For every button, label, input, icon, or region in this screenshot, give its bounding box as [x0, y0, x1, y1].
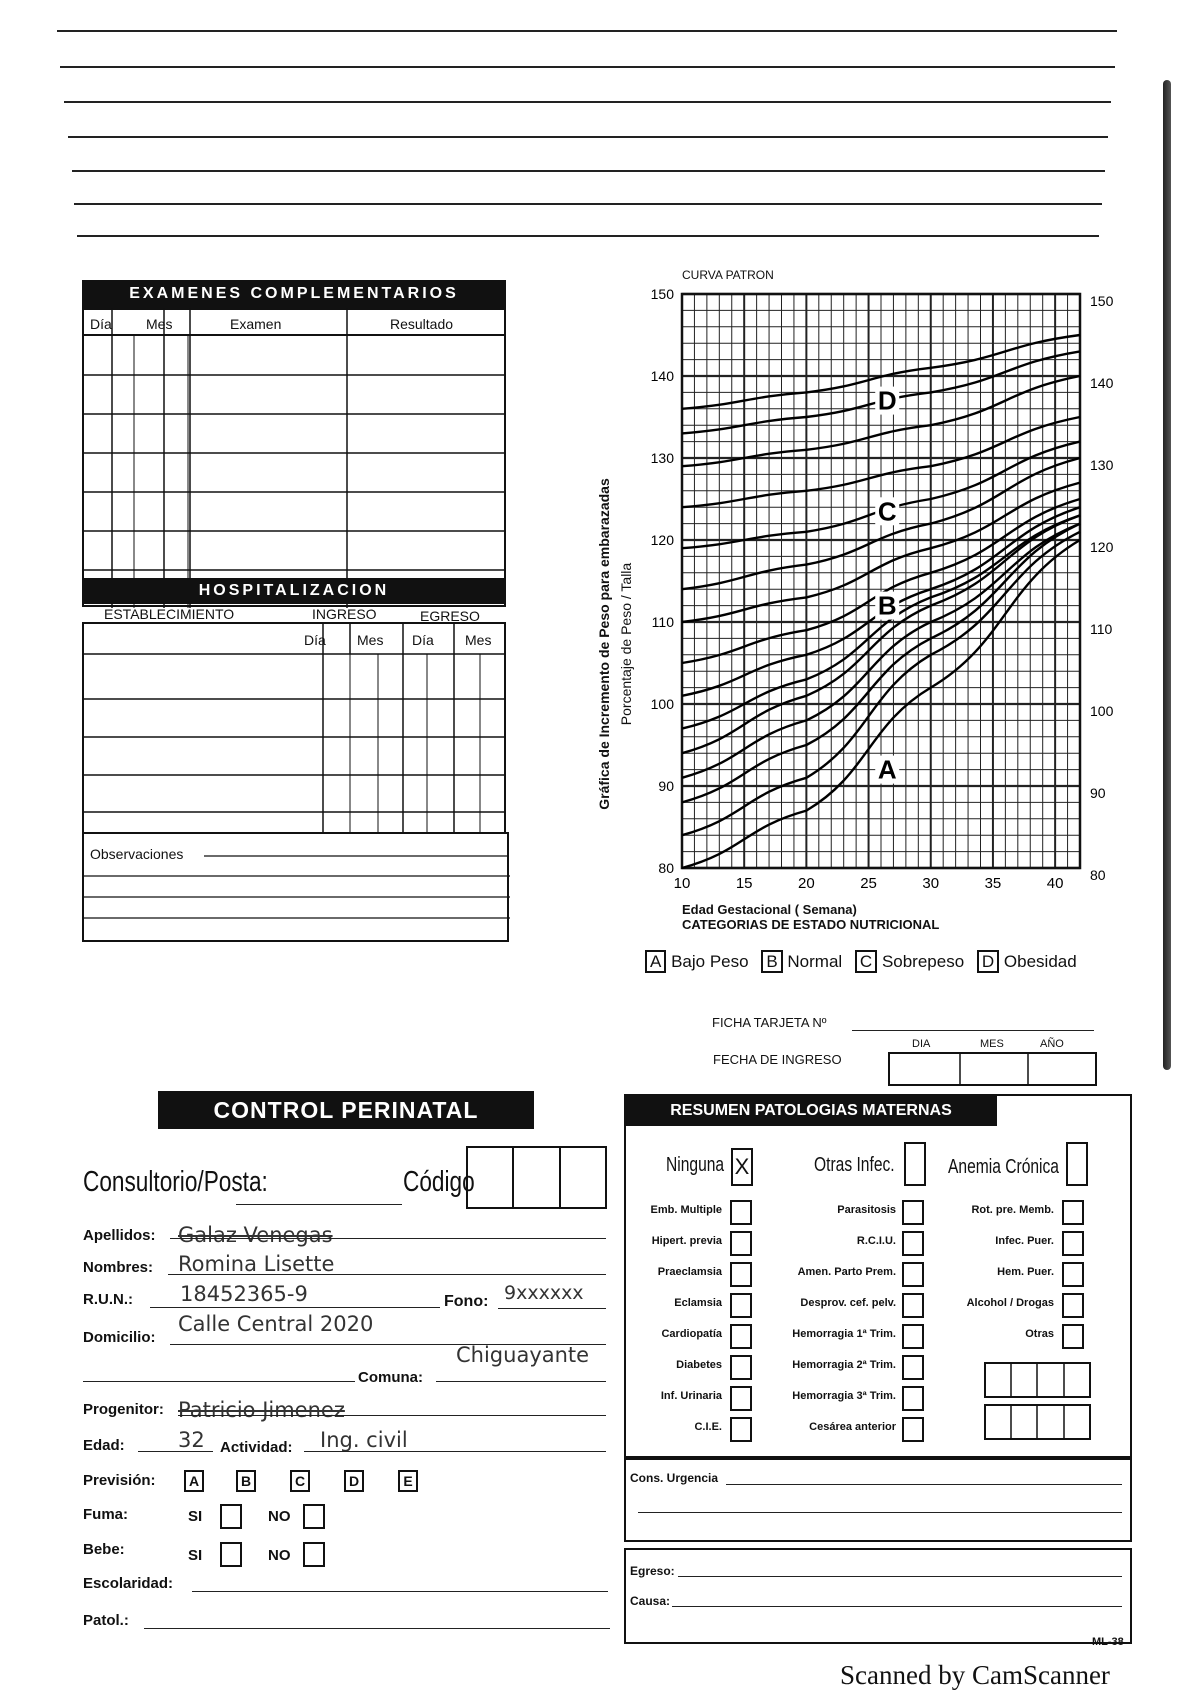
pathology-col1-checkbox[interactable] — [730, 1262, 752, 1287]
chart-xlabel: Edad Gestacional ( Semana) — [682, 902, 857, 917]
pathology-col2-checkbox[interactable] — [902, 1417, 924, 1442]
examenes-header-examen: Examen — [230, 316, 282, 332]
pathology-col1-label: Emb. Multiple — [650, 1204, 722, 1216]
hosp-egreso-mes: Mes — [465, 632, 492, 648]
fecha-ingreso-boxes[interactable] — [888, 1052, 1098, 1088]
egreso-line[interactable] — [678, 1576, 1122, 1577]
anemia-checkbox[interactable] — [1066, 1142, 1088, 1186]
pathology-col2-label: R.C.I.U. — [856, 1235, 896, 1247]
region-label-a: A — [877, 754, 897, 785]
observaciones-label: Observaciones — [90, 846, 184, 862]
x-tick-label: 35 — [984, 875, 1002, 892]
actividad-label: Actividad: — [220, 1439, 293, 1456]
fuma-si-checkbox[interactable] — [220, 1504, 242, 1529]
y-tick-label-left: 90 — [658, 778, 674, 794]
ficha-tarjeta-line[interactable] — [852, 1030, 1094, 1031]
extra-code-boxes-1[interactable] — [984, 1362, 1092, 1398]
x-tick-label: 40 — [1046, 875, 1064, 892]
legend-key-b: B — [761, 950, 782, 973]
y-tick-label-left: 110 — [651, 614, 674, 630]
pathology-col1-checkbox[interactable] — [730, 1200, 752, 1225]
pathology-col2-checkbox[interactable] — [902, 1324, 924, 1349]
legend-key-d: D — [977, 950, 999, 973]
hosp-table-grid — [82, 622, 506, 842]
examenes-header-dia: Día — [90, 316, 112, 332]
y-tick-label-right: 150 — [1090, 293, 1114, 309]
patol-label: Patol.: — [83, 1612, 129, 1629]
pathology-col2-label: Parasitosis — [837, 1204, 896, 1216]
cons-urgencia-line-2[interactable] — [638, 1512, 1122, 1513]
prevision-option-a[interactable]: A — [184, 1470, 204, 1492]
legend-item-b — [761, 952, 842, 971]
y-tick-label-right: 120 — [1090, 539, 1114, 555]
bebe-no-checkbox[interactable] — [303, 1542, 325, 1567]
edad-value[interactable]: 32 — [178, 1428, 205, 1452]
consultorio-line[interactable] — [236, 1204, 402, 1205]
apellidos-line — [170, 1238, 606, 1239]
pathology-col1-label: Diabetes — [676, 1359, 722, 1371]
fuma-label: Fuma: — [83, 1506, 128, 1523]
prevision-label: Previsión: — [83, 1472, 156, 1489]
examenes-section — [82, 280, 506, 940]
chart-legend — [645, 952, 1135, 972]
fuma-no-checkbox[interactable] — [303, 1504, 325, 1529]
resumen-title: RESUMEN PATOLOGIAS MATERNAS — [625, 1096, 997, 1126]
hosp-ingreso-mes: Mes — [357, 632, 384, 648]
prevision-option-d[interactable]: D — [344, 1470, 364, 1492]
bebe-si-checkbox[interactable] — [220, 1542, 242, 1567]
y-tick-label-left: 140 — [650, 368, 674, 384]
cons-urgencia-label: Cons. Urgencia — [630, 1471, 719, 1485]
pathology-col1-label: Praeclamsia — [657, 1266, 722, 1278]
prevision-option-c[interactable]: C — [290, 1470, 310, 1492]
y-tick-label-right: 110 — [1090, 621, 1113, 637]
chart-ylabel-line1: Gráfica de Incremento de Peso para embarazadas — [596, 478, 612, 810]
y-tick-label-left: 150 — [650, 286, 674, 302]
edad-label: Edad: — [83, 1437, 125, 1454]
pathology-col1-label: Hipert. previa — [651, 1235, 722, 1247]
anemia-label: Anemia Crónica — [948, 1156, 1059, 1178]
run-value[interactable]: 18452365-9 — [180, 1282, 308, 1306]
nombres-label: Nombres: — [83, 1259, 154, 1276]
legend-item-a — [645, 950, 749, 973]
x-tick-label: 25 — [860, 875, 877, 892]
pathology-col2-checkbox[interactable] — [902, 1200, 924, 1225]
fecha-ingreso-label: FECHA DE INGRESO — [713, 1052, 842, 1067]
cons-urgencia-line-1[interactable] — [726, 1484, 1122, 1485]
pathology-col2-label: Cesárea anterior — [809, 1421, 896, 1433]
hosp-establecimiento: ESTABLECIMIENTO — [104, 606, 235, 622]
domicilio-label: Domicilio: — [83, 1329, 156, 1346]
ninguna-label: Ninguna — [666, 1154, 725, 1176]
region-label-c: C — [877, 496, 897, 527]
scan-edge-shadow — [1163, 80, 1171, 1070]
comuna-value[interactable]: Chiguayante — [456, 1343, 590, 1367]
y-tick-label-left: 80 — [658, 860, 674, 876]
examenes-header-resultado: Resultado — [390, 316, 454, 332]
pathology-col1-label: C.I.E. — [694, 1421, 722, 1433]
egreso-box — [624, 1548, 1132, 1644]
pathology-col3-checkbox[interactable] — [1062, 1324, 1084, 1349]
actividad-line — [304, 1451, 606, 1452]
hosp-ingreso: INGRESO — [312, 606, 377, 622]
pathology-col1-checkbox[interactable] — [730, 1386, 752, 1411]
pathology-col1-checkbox[interactable] — [730, 1324, 752, 1349]
progenitor-value[interactable]: Patricio Jimenez — [178, 1398, 345, 1422]
legend-key-c: C — [855, 950, 877, 973]
bebe-si-label: SI — [188, 1547, 203, 1564]
escolaridad-line[interactable] — [192, 1591, 608, 1592]
domicilio-line-2 — [83, 1381, 355, 1382]
legend-label-c: Sobrepeso — [881, 952, 965, 971]
chart-title: CURVA PATRON — [682, 268, 774, 282]
fuma-si-label: SI — [188, 1508, 203, 1525]
pathology-col2-label: Amen. Parto Prem. — [797, 1266, 896, 1278]
hosp-egreso-dia: Día — [412, 632, 434, 648]
fecha-dia-header: DIA — [912, 1038, 931, 1050]
comuna-label: Comuna: — [358, 1369, 423, 1386]
pathology-col2-checkbox[interactable] — [902, 1355, 924, 1380]
x-tick-label: 20 — [798, 875, 815, 892]
ninguna-mark: X — [734, 1154, 750, 1179]
pathology-col3-label: Alcohol / Drogas — [966, 1297, 1054, 1309]
fecha-anio-header: AÑO — [1040, 1038, 1064, 1050]
pathology-col1-checkbox[interactable] — [730, 1355, 752, 1380]
pathology-col1-label: Eclamsia — [674, 1297, 722, 1309]
control-title: CONTROL PERINATAL — [158, 1091, 534, 1129]
pathology-col3-label: Hem. Puer. — [997, 1266, 1054, 1278]
prevision-option-b[interactable]: B — [236, 1470, 256, 1492]
fono-line — [498, 1308, 606, 1309]
pathology-col3-label: Rot. pre. Memb. — [971, 1204, 1054, 1216]
actividad-value[interactable]: Ing. civil — [320, 1428, 408, 1452]
otras-infec-label: Otras Infec. — [814, 1154, 895, 1176]
fono-label: Fono: — [444, 1293, 489, 1310]
apellidos-value[interactable]: Galaz Venegas — [178, 1223, 333, 1247]
hosp-egreso: EGRESO — [420, 608, 480, 624]
patol-line[interactable] — [144, 1628, 610, 1629]
run-label: R.U.N.: — [83, 1291, 133, 1308]
comuna-line — [436, 1381, 606, 1382]
pathology-col2-checkbox[interactable] — [902, 1386, 924, 1411]
region-label-d: D — [877, 385, 897, 416]
pathology-col2-label: Hemorragia 2ª Trim. — [792, 1359, 896, 1371]
examenes-header-mes: Mes — [146, 316, 173, 332]
region-label-b: B — [877, 590, 897, 621]
x-tick-label: 30 — [922, 875, 940, 892]
y-tick-label-left: 100 — [650, 696, 674, 712]
run-line — [150, 1307, 440, 1308]
chart-subtitle: CATEGORIAS DE ESTADO NUTRICIONAL — [682, 917, 940, 932]
pathology-col2-label: Hemorragia 3ª Trim. — [792, 1390, 896, 1402]
egreso-label: Egreso: — [630, 1564, 675, 1578]
pathology-col2-checkbox[interactable] — [902, 1231, 924, 1256]
legend-label-d: Obesidad — [1003, 952, 1077, 971]
y-tick-label-right: 90 — [1090, 785, 1106, 801]
edad-line — [138, 1451, 213, 1452]
pathology-col3-checkbox[interactable] — [1062, 1231, 1084, 1256]
pathology-col1-label: Inf. Urinaria — [660, 1390, 722, 1402]
bebe-no-label: NO — [268, 1547, 291, 1564]
scanned-watermark: Scanned by CamScanner — [840, 1660, 1110, 1690]
y-tick-label-right: 100 — [1090, 703, 1114, 719]
pathology-col3-label: Infec. Puer. — [995, 1235, 1054, 1247]
pathology-col1-label: Cardiopatía — [661, 1328, 722, 1340]
chart-ylabel-line2: Porcentaje de Peso / Talla — [618, 562, 634, 726]
nombres-value[interactable]: Romina Lisette — [178, 1252, 335, 1276]
extra-code-boxes-2[interactable] — [984, 1404, 1092, 1440]
y-tick-label-right: 130 — [1090, 457, 1114, 473]
fecha-mes-header: MES — [980, 1038, 1004, 1050]
pathology-col2-checkbox[interactable] — [902, 1262, 924, 1287]
codigo-boxes[interactable] — [466, 1146, 608, 1210]
pathology-col1-checkbox[interactable] — [730, 1231, 752, 1256]
legend-item-c — [855, 952, 964, 971]
fono-value[interactable]: 9xxxxxx — [504, 1282, 584, 1304]
causa-label: Causa: — [630, 1594, 671, 1608]
hosp-ingreso-dia: Día — [304, 632, 326, 648]
y-tick-label-left: 130 — [650, 450, 674, 466]
pathology-col3-label: Otras — [1025, 1328, 1054, 1340]
pathology-col3-checkbox[interactable] — [1062, 1200, 1084, 1225]
prevision-option-e[interactable]: E — [398, 1470, 418, 1492]
ninguna-checkbox[interactable] — [731, 1148, 753, 1186]
pathology-col2-checkbox[interactable] — [902, 1293, 924, 1318]
y-tick-label-right: 140 — [1090, 375, 1114, 391]
y-tick-label-right: 80 — [1090, 867, 1106, 883]
legend-label-b: Normal — [787, 952, 843, 971]
progenitor-label: Progenitor: — [83, 1401, 164, 1418]
pathology-col2-label: Hemorragia 1ª Trim. — [792, 1328, 896, 1340]
pathology-col1-checkbox[interactable] — [730, 1293, 752, 1318]
progenitor-line — [178, 1415, 606, 1416]
growth-chart — [570, 262, 1130, 902]
fuma-no-label: NO — [268, 1508, 291, 1525]
domicilio-value[interactable]: Calle Central 2020 — [178, 1312, 374, 1336]
legend-item-d — [977, 952, 1077, 971]
causa-line[interactable] — [672, 1606, 1122, 1607]
escolaridad-label: Escolaridad: — [83, 1575, 174, 1592]
legend-label-a: Bajo Peso — [671, 952, 749, 971]
otras-infec-checkbox[interactable] — [904, 1142, 926, 1186]
consultorio-label: Consultorio/Posta: — [83, 1166, 268, 1198]
chart-area — [570, 262, 1130, 982]
examenes-title: EXAMENES COMPLEMENTARIOS — [82, 280, 506, 308]
pathology-col3-checkbox[interactable] — [1062, 1262, 1084, 1287]
x-tick-label: 15 — [735, 875, 753, 892]
form-code: ML-38 — [1092, 1636, 1124, 1648]
bebe-label: Bebe: — [83, 1541, 125, 1558]
codigo-label: Código — [403, 1166, 475, 1198]
examenes-table-grid — [82, 308, 506, 608]
pathology-col2-label: Desprov. cef. pelv. — [800, 1297, 896, 1309]
pathology-col1-checkbox[interactable] — [730, 1417, 752, 1442]
x-tick-label: 10 — [673, 875, 691, 892]
y-tick-label-left: 120 — [650, 532, 674, 548]
nombres-line — [168, 1274, 606, 1275]
ficha-tarjeta-label: FICHA TARJETA Nº — [712, 1015, 827, 1030]
legend-key-a: A — [645, 950, 666, 973]
pathology-col3-checkbox[interactable] — [1062, 1293, 1084, 1318]
apellidos-label: Apellidos: — [83, 1227, 156, 1244]
hospitalizacion-title: HOSPITALIZACION — [82, 578, 506, 604]
